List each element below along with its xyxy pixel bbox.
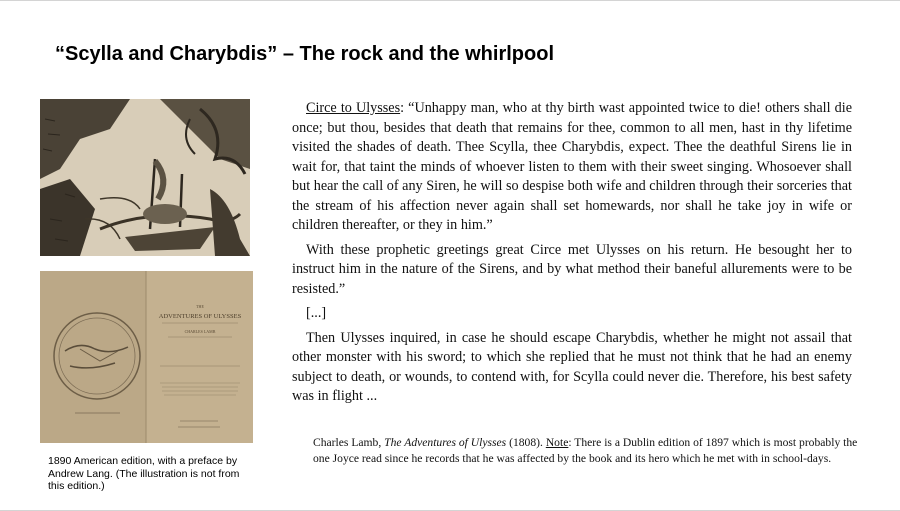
circe-label: Circe to Ulysses (306, 100, 401, 116)
paragraph-circe (292, 99, 852, 236)
book-author: CHARLES LAMB (184, 329, 216, 334)
paragraph-circe-text: : “Unhappy man, who at thy birth wast appointed twice to die! others shall die once; but thou, besides that death that remains for thee, common to all men, hast in thy lifetime visited the shades of death. Thee Scylla, thee Charybdis, expect. Thee the deathful Sirens lie in wait for, that taint the minds of whoever listen to them with their sweet singing. Whosoever shall but hear the call of any Siren, he will so despise both wife and children through their sorceries that the stream of his affection never again shall set homewards, nor shall he take joy in wife or children thereafter, or they in him.” (292, 100, 853, 233)
quote-body (292, 99, 852, 412)
source-note (313, 435, 858, 466)
ship-engraving-image (40, 99, 250, 256)
book-title-line2: ADVENTURES OF ULYSSES (158, 313, 242, 320)
ellipsis-marker: [...] (306, 305, 327, 321)
ship-engraving-drawing (40, 99, 250, 256)
note-book-title: The Adventures of Ulysses (384, 436, 507, 449)
note-text: : There is a Dublin edition of 1897 which is most probably the one Joyce read since he records that he was affected by the book and its hero which he met with in school-days. (313, 436, 858, 465)
paragraph-ulysses-inquired: Then Ulysses inquired, in case he should escape Charybdis, whether he might not assail that other monster with his sword; to which she replied that he must not think that he had an enemy subject to death, or wounds, to contend with, for Scylla could never die. Therefore, his best safety was in flight ... (292, 329, 852, 404)
book-title-page-image (40, 271, 253, 443)
paragraph-greetings: With these prophetic greetings great Circe met Ulysses on his return. He besought her to instruct him in the nature of the Sirens, and by what method their baneful allurements were to be resisted.” (292, 241, 852, 297)
note-label: Note (545, 436, 569, 449)
note-year: (1808). (506, 436, 546, 449)
slide-title: “Scylla and Charybdis” – The rock and the whirlpool (55, 43, 554, 65)
book-title-page-drawing (40, 271, 253, 443)
note-author: Charles Lamb, (313, 436, 385, 449)
book-title-line1: THE (196, 304, 204, 309)
image-caption: 1890 American edition, with a preface by Andrew Lang. (The illustration is not from this edition.) (48, 455, 240, 492)
